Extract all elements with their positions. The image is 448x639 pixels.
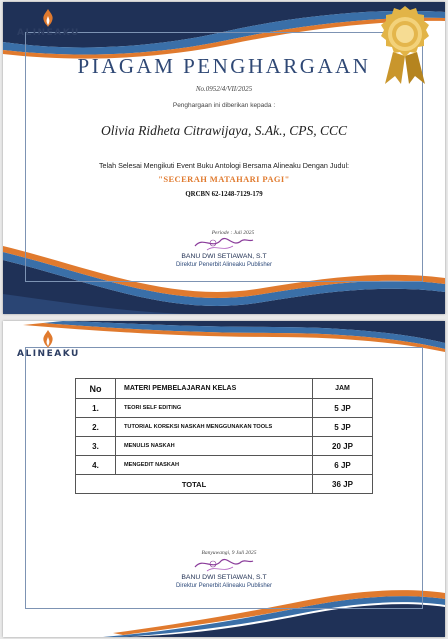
- total-label: TOTAL: [76, 475, 313, 494]
- header-materi: MATERI PEMBELAJARAN KELAS: [116, 379, 313, 399]
- row-jam: 5 JP: [313, 418, 373, 437]
- table-row: [76, 399, 373, 418]
- row-materi: MENULIS NASKAH: [116, 437, 313, 456]
- certificate-title: PIAGAM PENGHARGAAN: [77, 54, 371, 78]
- logo-text: ALINEAKU: [17, 28, 80, 38]
- header-jam: JAM: [313, 379, 373, 399]
- row-jam: 5 JP: [313, 399, 373, 418]
- row-materi: TUTORIAL KOREKSI NASKAH MENGGUNAKAN TOOLS: [116, 418, 313, 437]
- total-value: 36 JP: [313, 475, 373, 494]
- signatory-name: BANU DWI SETIAWAN, S.T: [181, 253, 267, 260]
- header-no: No: [76, 379, 116, 399]
- flame-icon: [37, 8, 59, 28]
- certificate-number: No.0952/4/VII/2025: [195, 85, 253, 93]
- presented-to-label: Penghargaan ini diberikan kepada :: [172, 102, 276, 109]
- table-row: [76, 456, 373, 475]
- training-page: [3, 321, 445, 637]
- table-total-row: [76, 475, 373, 494]
- alineaku-logo: [17, 329, 80, 359]
- period-text: Periode : Juli 2025: [211, 230, 255, 236]
- row-materi: TEORI SELF EDITING: [116, 399, 313, 418]
- signatory-role: Direktur Penerbit Alineaku Publisher: [175, 262, 273, 268]
- row-jam: 20 JP: [313, 437, 373, 456]
- signature-block: [3, 550, 445, 589]
- logo-text: ALINEAKU: [17, 349, 80, 359]
- signatory-name: BANU DWI SETIAWAN, S.T: [181, 574, 267, 581]
- certificate-description: Telah Selesai Mengikuti Event Buku Antologi Bersama Alineaku Dengan Judul:: [98, 161, 350, 170]
- row-no: 2.: [76, 418, 116, 437]
- book-title: "SECERAH MATAHARI PAGI": [158, 174, 290, 184]
- row-no: 1.: [76, 399, 116, 418]
- row-no: 4.: [76, 456, 116, 475]
- recipient-name: Olivia Ridheta Citrawijaya, S.Ak., CPS, CCC: [101, 123, 347, 138]
- row-jam: 6 JP: [313, 456, 373, 475]
- training-hours-table: [75, 378, 373, 494]
- table-row: [76, 437, 373, 456]
- place-date: Banyuwangi, 9 Juli 2025: [201, 550, 257, 556]
- qrcbn-code: QRCBN 62-1248-7129-179: [185, 191, 263, 198]
- table-row: [76, 418, 373, 437]
- certificate-page: [3, 2, 445, 314]
- alineaku-logo: [17, 8, 80, 38]
- flame-icon: [37, 329, 59, 349]
- row-materi: MENGEDIT NASKAH: [116, 456, 313, 475]
- signature-stamp-icon: [189, 553, 259, 575]
- signature-block: [3, 230, 445, 268]
- signatory-role: Direktur Penerbit Alineaku Publisher: [175, 583, 273, 589]
- row-no: 3.: [76, 437, 116, 456]
- table-header-row: [76, 379, 373, 399]
